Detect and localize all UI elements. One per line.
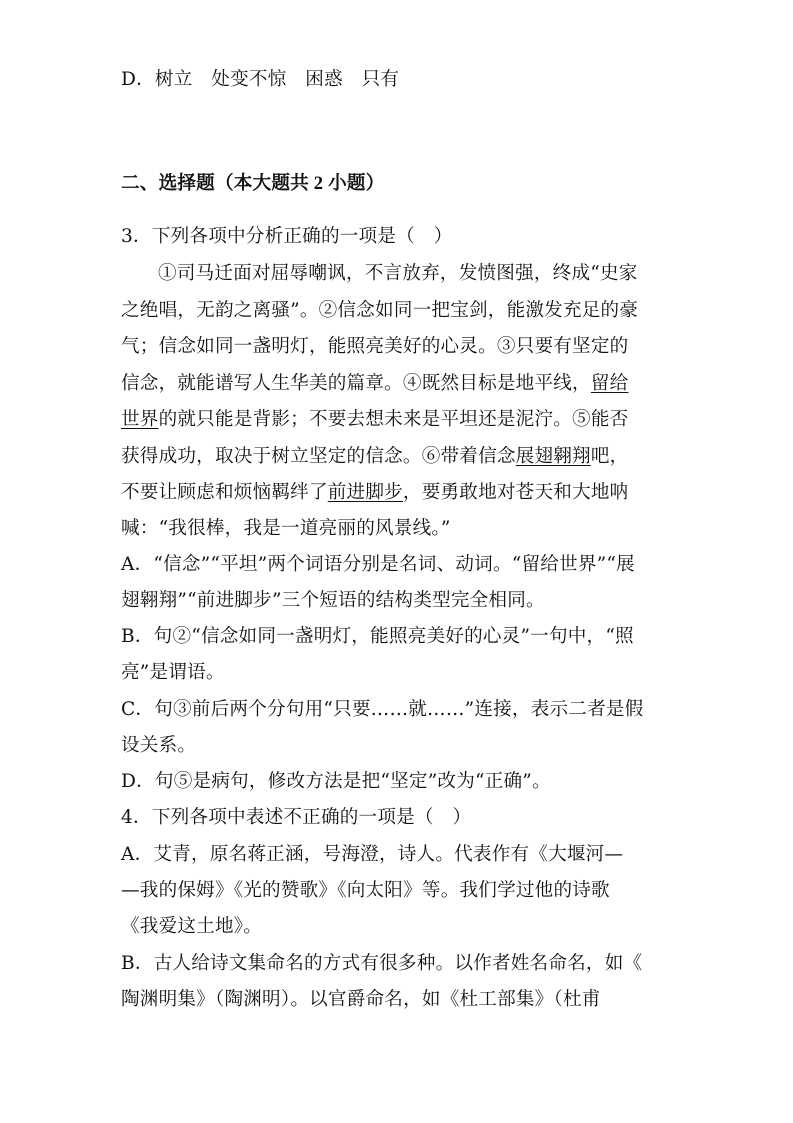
- q3-passage-line-7-text: 不要让顾虑和烦恼羁绊了: [121, 482, 328, 503]
- q4-option-a-line-3: 《我爱这土地》。: [121, 916, 263, 937]
- q3-passage-line-2: 之绝唱，无韵之离骚”。②信念如同一把宝剑，能激发充足的豪: [121, 300, 639, 321]
- q3-passage-line-8: 喊：“我很棒，我是一道亮丽的风景线。”: [121, 518, 451, 539]
- underlined-phrase-qianjin-jiaobu: 前进脚步: [327, 482, 403, 503]
- q3-passage-line-4-text: 信念，就能谱写人生华美的篇章。④既然目标是地平线，: [121, 373, 591, 394]
- underlined-phrase-zhanchi-aoxiang: 展翅翱翔: [515, 446, 591, 467]
- q3-passage-line-7: [121, 481, 628, 505]
- underlined-phrase-liugei: 留给: [590, 373, 629, 394]
- section-heading: 二、选择题（本大题共 2 小题）: [121, 173, 385, 194]
- q3-option-b-line-1: B．句②“信念如同一盏明灯，能照亮美好的心灵”一句中，“照: [121, 626, 634, 647]
- underlined-phrase-shijie: 世界: [121, 409, 159, 430]
- question-4-stem: 4．下列各项中表述不正确的一项是（ ）: [121, 807, 472, 828]
- q3-option-d: D．句⑤是病句，修改方法是把“坚定”改为“正确”。: [121, 771, 551, 792]
- q3-passage-line-1: ①司马迁面对屈辱嘲讽，不言放弃，发愤图强，终成“史家: [158, 263, 638, 284]
- prev-question-option-d: D．树立 处变不惊 困惑 只有: [121, 69, 400, 90]
- q4-option-a-line-1: A．艾青，原名蒋正涵，号海澄，诗人。代表作有《大堰河—: [121, 844, 624, 865]
- q3-option-c-line-1: C．句③前后两个分句用“只要……就……”连接，表示二者是假: [121, 699, 644, 720]
- q4-option-b-line-2: 陶渊明集》（陶渊明）。以官爵命名，如《杜工部集》（杜甫: [121, 989, 601, 1010]
- q3-option-a-line-1: A．“信念”“平坦”两个词语分别是名词、动词。“留给世界”“展: [121, 554, 635, 575]
- q3-passage-line-3: 气；信念如同一盏明灯，能照亮美好的心灵。③只要有坚定的: [121, 336, 629, 357]
- q3-option-b-line-2: 亮”是谓语。: [121, 662, 225, 683]
- question-3-stem: 3．下列各项中分析正确的一项是（ ）: [121, 226, 453, 247]
- q3-passage-line-4: [121, 372, 628, 396]
- q3-passage-line-5: [121, 408, 628, 432]
- q4-option-b-line-1: B．古人给诗文集命名的方式有很多种。以作者姓名命名，如《: [121, 953, 643, 974]
- q3-passage-line-6: [121, 445, 628, 469]
- q3-passage-line-7-tail: ，要勇敢地对苍天和大地呐: [402, 482, 629, 503]
- q4-option-a-line-2: —我的保姆》《光的赞歌》《向太阳》等。我们学过他的诗歌: [121, 880, 610, 901]
- q3-option-a-line-2: 翅翱翔”“前进脚步”三个短语的结构类型完全相同。: [121, 590, 545, 611]
- q3-option-c-line-2: 设关系。: [121, 735, 197, 756]
- q3-passage-line-6-text: 获得成功，取决于树立坚定的信念。⑥带着信念: [121, 446, 516, 467]
- q3-passage-line-5-text: 的就只能是背影；不要去想未来是平坦还是泥泞。⑤能否: [158, 409, 629, 430]
- q3-passage-line-6-tail: 吧，: [590, 446, 629, 467]
